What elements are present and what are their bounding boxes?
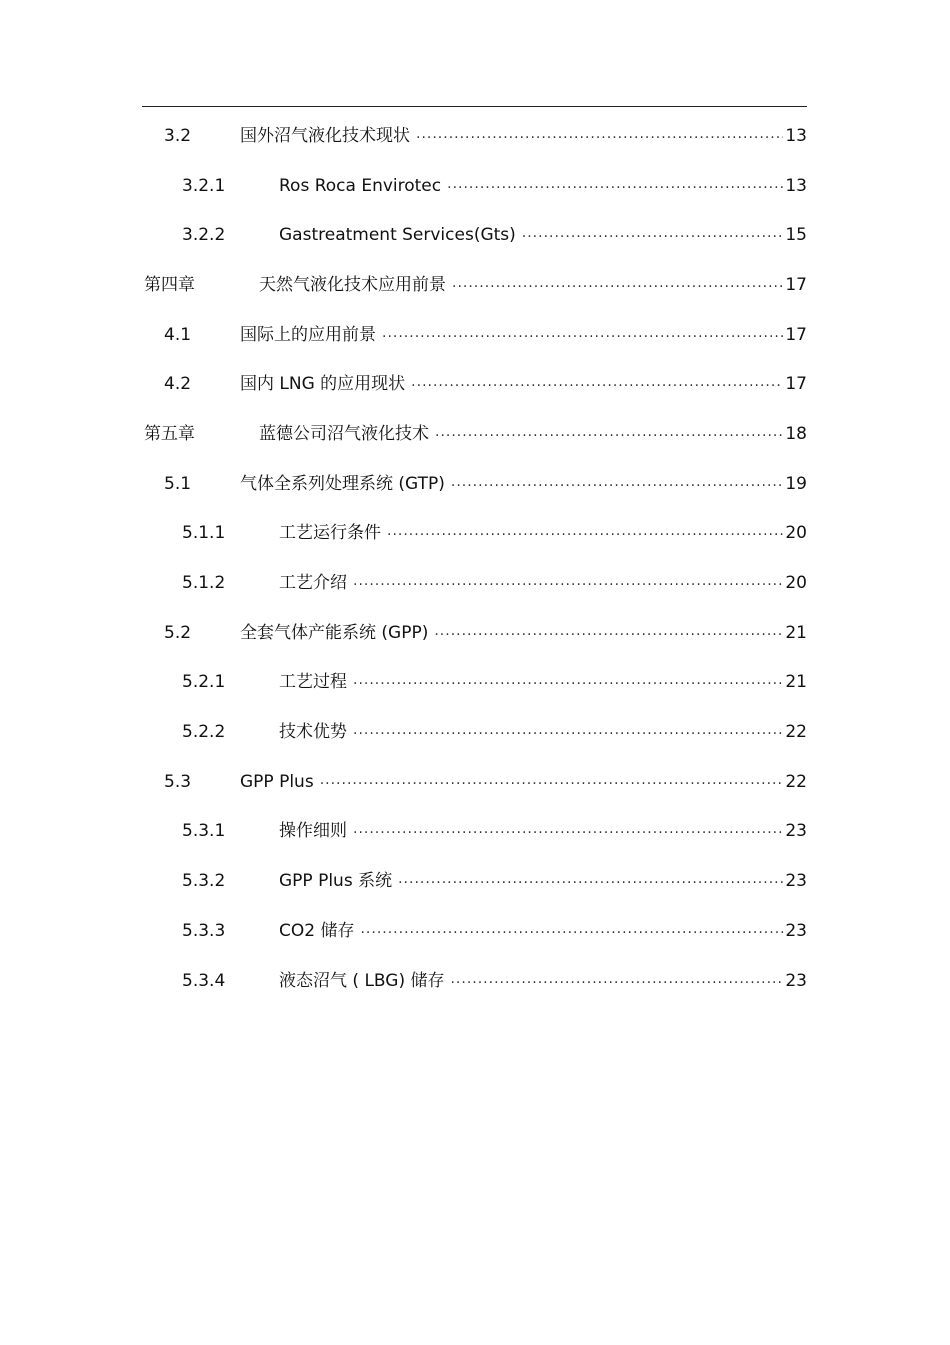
dot-leader: [522, 223, 784, 243]
toc-entry-number: 第五章: [144, 423, 195, 444]
toc-entry-page-number: 21: [785, 672, 807, 693]
toc-entry[interactable]: [0, 807, 950, 857]
dot-leader: [447, 174, 783, 194]
toc-entry-number: 5.3: [164, 771, 192, 792]
toc-entry-page-number: 22: [785, 771, 807, 792]
toc-entry-title: GPP Plus: [240, 771, 314, 792]
toc-entry-title: 国内 LNG 的应用现状: [240, 374, 406, 395]
dot-leader: [416, 124, 783, 144]
toc-entry-page-number: 20: [785, 573, 807, 594]
dot-leader: [382, 323, 783, 343]
header-rule: [142, 106, 807, 107]
toc-entry-number: 第四章: [144, 274, 195, 295]
toc-entry[interactable]: [0, 111, 950, 161]
toc-entry[interactable]: [0, 558, 950, 608]
toc-entry-page-number: 23: [785, 920, 807, 941]
toc-entry-number: 5.3.2: [182, 871, 226, 892]
dot-leader: [353, 720, 783, 740]
toc-entry-number: 4.2: [164, 374, 192, 395]
toc-entry-title: CO2 储存: [279, 920, 355, 941]
toc-entry-page-number: 17: [785, 274, 807, 295]
toc-entry-content: [279, 523, 807, 543]
toc-entry-number: 5.2.2: [182, 722, 226, 743]
toc-entry-title: 液态沼气 ( LBG) 储存: [279, 970, 445, 991]
toc-entry-title: 蓝德公司沼气液化技术: [259, 423, 429, 444]
toc-entry-title: 工艺运行条件: [279, 523, 381, 544]
dot-leader: [452, 273, 783, 293]
toc-entry-number: 3.2.2: [182, 225, 226, 246]
toc-entry-title: 国外沼气液化技术现状: [240, 125, 410, 146]
toc-entry-title: GPP Plus 系统: [279, 871, 393, 892]
toc-entry-title: 国际上的应用前景: [240, 324, 376, 345]
toc-entry-number: 5.1: [164, 473, 192, 494]
toc-entry[interactable]: [0, 956, 950, 1006]
toc-entry-page-number: 23: [785, 871, 807, 892]
toc-entry[interactable]: [0, 608, 950, 658]
toc-entry-number: 3.2: [164, 125, 192, 146]
toc-entry-content: [279, 971, 807, 991]
toc-entry-content: [279, 176, 807, 196]
toc-entry-content: [279, 871, 807, 891]
toc-entry[interactable]: [0, 161, 950, 211]
dot-leader: [320, 770, 784, 790]
toc-entry[interactable]: [0, 906, 950, 956]
dot-leader: [387, 521, 783, 541]
toc-entry[interactable]: [0, 409, 950, 459]
dot-leader: [451, 472, 783, 492]
toc-entry-title: 工艺过程: [279, 672, 347, 693]
toc-entry-number: 5.1.1: [182, 523, 226, 544]
toc-entry-content: [279, 573, 807, 593]
toc-entry-number: 3.2.1: [182, 175, 226, 196]
toc-entry-page-number: 13: [785, 175, 807, 196]
toc-entry-number: 5.2: [164, 622, 192, 643]
toc-entry-content: [240, 374, 807, 394]
toc-entry-content: [279, 821, 807, 841]
toc-entry-title: 工艺介绍: [279, 573, 347, 594]
toc-entry[interactable]: [0, 757, 950, 807]
toc-entry-page-number: 15: [785, 225, 807, 246]
toc-entry-content: [240, 772, 807, 792]
dot-leader: [353, 670, 783, 690]
toc-entry-title: Gastreatment Services(Gts): [279, 225, 516, 246]
toc-entry-title: 技术优势: [279, 722, 347, 743]
toc-entry[interactable]: [0, 310, 950, 360]
toc-entry-title: 操作细则: [279, 821, 347, 842]
toc-entry[interactable]: [0, 210, 950, 260]
toc-entry-content: [240, 126, 807, 146]
toc-entry-title: Ros Roca Envirotec: [279, 175, 442, 196]
toc-entry-content: [259, 275, 807, 295]
toc-entry-title: 天然气液化技术应用前景: [259, 274, 446, 295]
toc-entry-number: 5.3.1: [182, 821, 226, 842]
table-of-contents: [0, 111, 950, 1005]
dot-leader: [434, 621, 783, 641]
toc-entry-page-number: 18: [785, 423, 807, 444]
dot-leader: [411, 372, 783, 392]
toc-entry-number: 4.1: [164, 324, 192, 345]
toc-entry-page-number: 23: [785, 970, 807, 991]
toc-entry-number: 5.1.2: [182, 573, 226, 594]
toc-entry-content: [240, 623, 807, 643]
dot-leader: [435, 422, 783, 442]
toc-entry-page-number: 21: [785, 622, 807, 643]
toc-entry[interactable]: [0, 856, 950, 906]
toc-entry-page-number: 20: [785, 523, 807, 544]
dot-leader: [450, 969, 783, 989]
toc-entry[interactable]: [0, 459, 950, 509]
toc-entry-content: [279, 225, 807, 245]
toc-entry-content: [259, 424, 807, 444]
toc-entry-number: 5.3.4: [182, 970, 226, 991]
dot-leader: [398, 869, 783, 889]
toc-entry[interactable]: [0, 509, 950, 559]
toc-entry-content: [240, 325, 807, 345]
toc-entry-content: [279, 672, 807, 692]
toc-entry-page-number: 17: [785, 374, 807, 395]
dot-leader: [353, 819, 783, 839]
toc-entry-number: 5.2.1: [182, 672, 226, 693]
toc-entry[interactable]: [0, 359, 950, 409]
toc-entry-page-number: 22: [785, 722, 807, 743]
toc-entry[interactable]: [0, 260, 950, 310]
toc-entry-page-number: 19: [785, 473, 807, 494]
toc-entry[interactable]: [0, 707, 950, 757]
dot-leader: [353, 571, 783, 591]
toc-entry-content: [279, 921, 807, 941]
toc-entry-page-number: 13: [785, 125, 807, 146]
toc-entry-title: 全套气体产能系统 (GPP): [240, 622, 429, 643]
toc-entry-content: [240, 474, 807, 494]
toc-entry-number: 5.3.3: [182, 920, 226, 941]
toc-entry-page-number: 23: [785, 821, 807, 842]
toc-entry[interactable]: [0, 658, 950, 708]
dot-leader: [360, 919, 783, 939]
toc-entry-title: 气体全系列处理系统 (GTP): [240, 473, 445, 494]
toc-entry-content: [279, 722, 807, 742]
toc-entry-page-number: 17: [785, 324, 807, 345]
